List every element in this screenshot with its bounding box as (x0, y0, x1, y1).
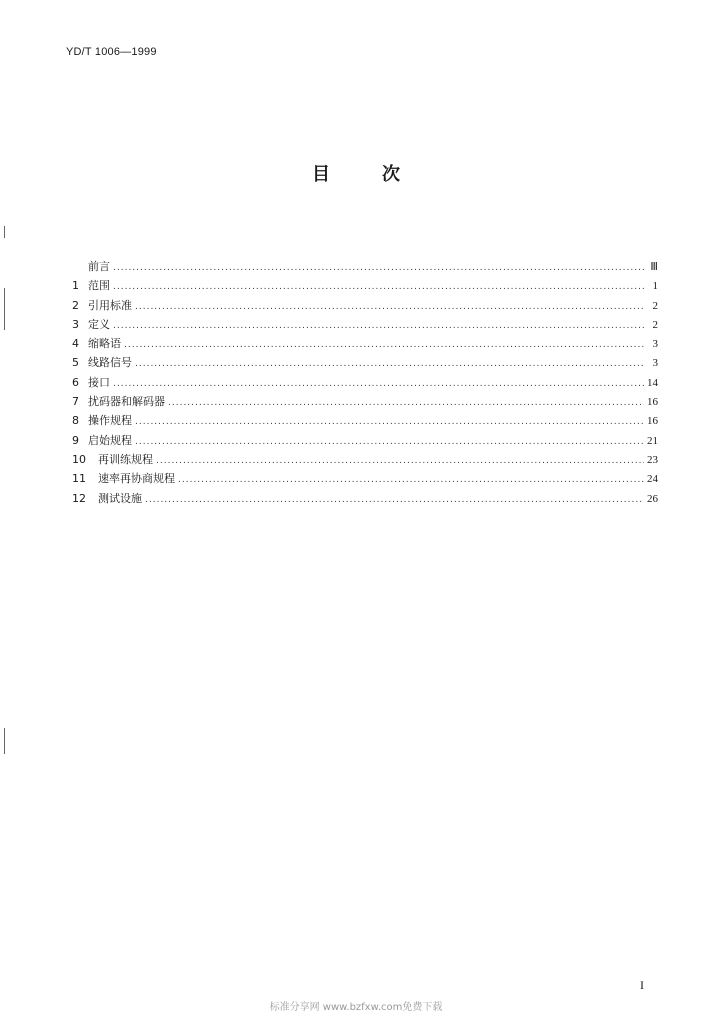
toc-entry[interactable] (72, 297, 658, 316)
toc-entry-page: 2 (652, 318, 658, 331)
scan-edge-mark (4, 226, 5, 238)
toc-entry-page: 24 (647, 473, 658, 486)
scan-edge-mark (4, 728, 5, 754)
page-title-part-1: 目 (312, 164, 330, 185)
toc-entry-page: Ⅲ (650, 261, 658, 273)
toc-entry[interactable] (72, 258, 658, 277)
toc-leader-dots (113, 282, 645, 292)
toc-entry-label: 测试设施 (98, 491, 142, 505)
toc-entry[interactable] (72, 277, 658, 296)
watermark: 标准分享网 www.bzfxw.com免费下载 (269, 1002, 443, 1013)
toc-entry[interactable] (72, 432, 658, 451)
toc-leader-dots (135, 437, 644, 447)
toc-entry-page: 3 (652, 338, 658, 351)
page-title (0, 160, 712, 186)
toc-entry-label: 启始规程 (88, 433, 132, 447)
toc-leader-dots (113, 263, 645, 273)
toc-leader-dots (135, 359, 645, 369)
toc-leader-dots (113, 379, 644, 389)
toc-entry-number: 4 (72, 337, 79, 351)
toc-entry-number: 12 (72, 491, 86, 505)
toc-entry-label: 定义 (88, 317, 110, 331)
toc-entry-number: 3 (72, 317, 79, 331)
toc-leader-dots (113, 321, 645, 331)
toc-entry-page: 23 (647, 453, 658, 466)
toc-entry[interactable] (72, 490, 658, 509)
toc-entry[interactable] (72, 470, 658, 489)
table-of-contents (72, 258, 658, 509)
toc-entry[interactable] (72, 412, 658, 431)
toc-entry[interactable] (72, 374, 658, 393)
toc-entry-page: 21 (647, 434, 658, 447)
toc-entry-page: 14 (647, 376, 658, 389)
scan-edge-mark (4, 288, 5, 330)
toc-entry-page: 3 (652, 357, 658, 370)
toc-leader-dots (178, 475, 644, 485)
toc-entry-number: 1 (72, 279, 79, 293)
toc-entry-page: 2 (652, 299, 658, 312)
toc-entry[interactable] (72, 316, 658, 335)
toc-entry-number: 8 (72, 414, 79, 428)
toc-leader-dots (145, 495, 644, 505)
toc-entry-number: 10 (72, 452, 86, 466)
toc-entry-label: 速率再协商规程 (98, 472, 175, 486)
toc-entry-label: 接口 (88, 375, 110, 389)
toc-entry-label: 范围 (88, 279, 110, 293)
toc-entry-page: 26 (647, 492, 658, 505)
toc-entry[interactable] (72, 451, 658, 470)
toc-entry-number: 9 (72, 433, 79, 447)
toc-entry-label: 操作规程 (88, 414, 132, 428)
toc-entry-page: 1 (652, 280, 658, 293)
toc-entry[interactable] (72, 354, 658, 373)
toc-entry-page: 16 (647, 415, 658, 428)
toc-leader-dots (124, 340, 645, 350)
toc-leader-dots (135, 302, 645, 312)
toc-entry[interactable] (72, 393, 658, 412)
toc-leader-dots (135, 417, 644, 427)
toc-entry-label: 引用标准 (88, 298, 132, 312)
toc-entry-label: 线路信号 (88, 356, 132, 370)
toc-entry-number: 6 (72, 375, 79, 389)
toc-entry-label: 再训练规程 (98, 452, 153, 466)
toc-entry-label: 前言 (88, 260, 110, 273)
toc-entry-number: 2 (72, 298, 79, 312)
toc-leader-dots (156, 456, 644, 466)
toc-entry-page: 16 (647, 396, 658, 409)
page-title-part-2: 次 (382, 164, 400, 185)
toc-entry-label: 扰码器和解码器 (88, 395, 165, 409)
toc-entry[interactable] (72, 335, 658, 354)
page-number: I (640, 978, 644, 992)
toc-entry-number: 11 (72, 472, 86, 486)
toc-entry-label: 缩略语 (88, 337, 121, 351)
document-number: YD/T 1006—1999 (66, 46, 157, 58)
toc-entry-number: 7 (72, 395, 79, 409)
toc-leader-dots (168, 398, 644, 408)
toc-entry-number: 5 (72, 356, 79, 370)
